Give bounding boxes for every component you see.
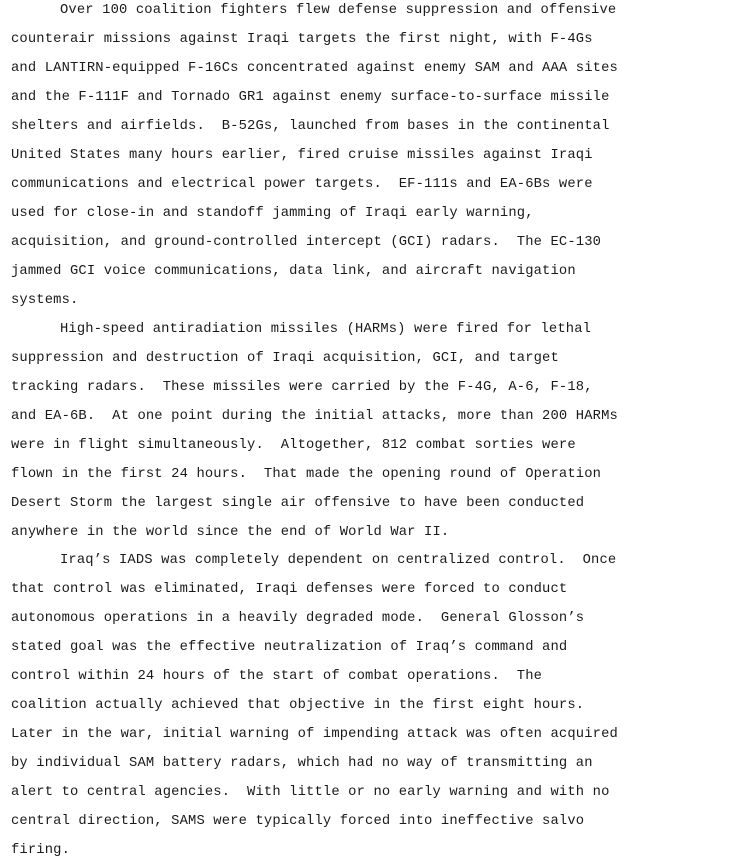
text-line: United States many hours earlier, fired cruise missiles against Iraqi	[11, 148, 593, 163]
text-line: stated goal was the effective neutralization of Iraq’s command and	[11, 640, 568, 655]
text-line: counterair missions against Iraqi targets the first night, with F-4Gs	[11, 32, 593, 47]
text-line: shelters and airfields. B-52Gs, launched from bases in the continental	[11, 119, 610, 134]
text-line: autonomous operations in a heavily degraded mode. General Glosson’s	[11, 611, 585, 626]
text-line: acquisition, and ground-controlled intercept (GCI) radars. The EC-130	[11, 235, 602, 250]
text-line: Later in the war, initial warning of impending attack was often acquired	[11, 727, 618, 742]
text-line: used for close-in and standoff jamming of Iraqi early warning,	[11, 206, 534, 221]
text-line: and LANTIRN-equipped F-16Cs concentrated against enemy SAM and AAA sites	[11, 61, 618, 76]
text-line: Over 100 coalition fighters flew defense suppression and offensive	[60, 3, 617, 18]
text-line: Desert Storm the largest single air offensive to have been conducted	[11, 496, 585, 511]
text-line: communications and electrical power targets. EF-111s and EA-6Bs were	[11, 177, 593, 192]
text-line: alert to central agencies. With little or no early warning and with no	[11, 785, 610, 800]
text-line: central direction, SAMS were typically forced into ineffective salvo	[11, 814, 585, 829]
text-line: systems.	[11, 293, 79, 308]
text-line: and EA-6B. At one point during the initial attacks, more than 200 HARMs	[11, 409, 618, 424]
text-line: coalition actually achieved that objective in the first eight hours.	[11, 698, 585, 713]
text-line: tracking radars. These missiles were carried by the F-4G, A-6, F-18,	[11, 380, 593, 395]
text-line: suppression and destruction of Iraqi acquisition, GCI, and target	[11, 351, 559, 366]
text-line: and the F-111F and Tornado GR1 against enemy surface-to-surface missile	[11, 90, 610, 105]
text-line: anywhere in the world since the end of World War II.	[11, 525, 450, 540]
text-line: control within 24 hours of the start of combat operations. The	[11, 669, 543, 684]
text-line: that control was eliminated, Iraqi defenses were forced to conduct	[11, 582, 568, 597]
text-line: High-speed antiradiation missiles (HARMs) were fired for lethal	[60, 322, 592, 337]
text-line: firing.	[11, 843, 71, 858]
text-line: by individual SAM battery radars, which had no way of transmitting an	[11, 756, 593, 771]
text-line: jammed GCI voice communications, data link, and aircraft navigation	[11, 264, 576, 279]
text-line: were in flight simultaneously. Altogether, 812 combat sorties were	[11, 438, 576, 453]
text-line: Iraq’s IADS was completely dependent on centralized control. Once	[60, 553, 617, 568]
text-line: flown in the first 24 hours. That made the opening round of Operation	[11, 467, 602, 482]
